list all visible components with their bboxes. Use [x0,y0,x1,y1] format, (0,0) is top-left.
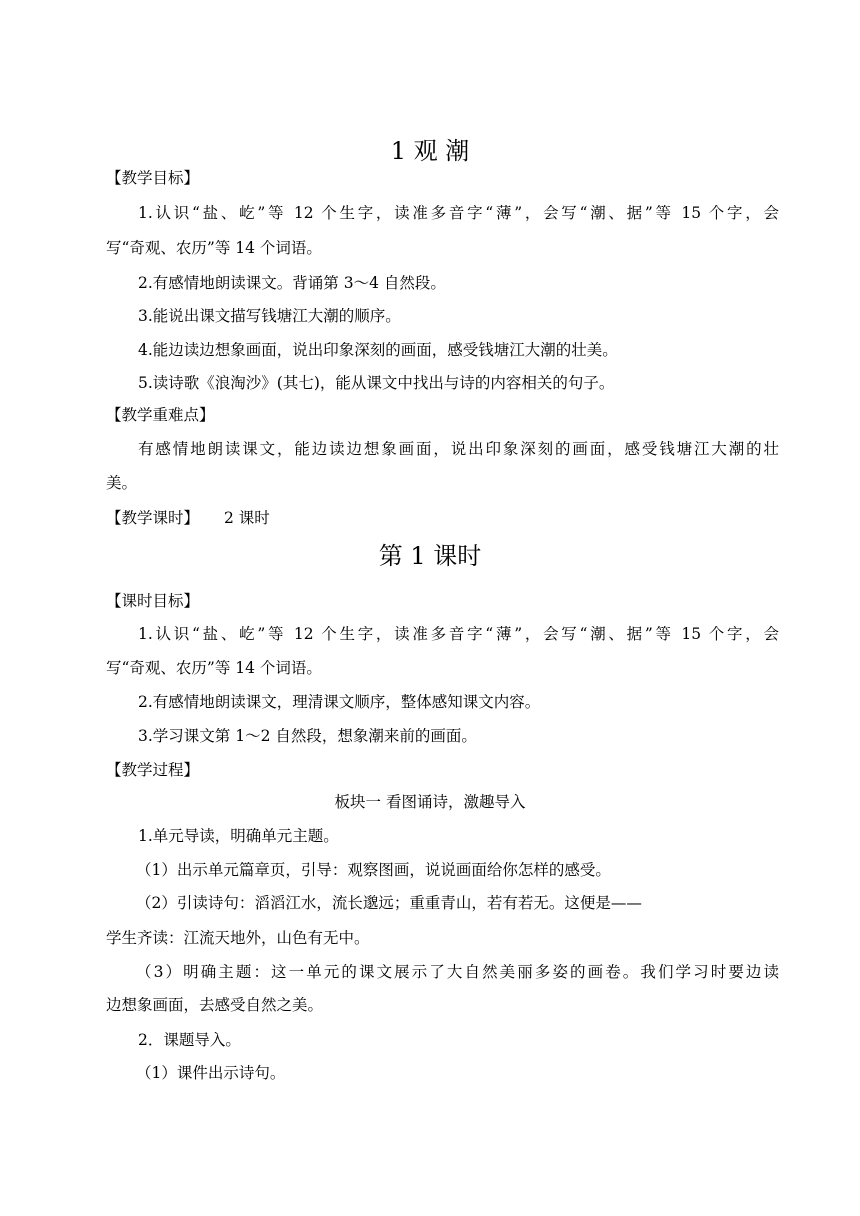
class-hours-value: 2 课时 [224,509,270,527]
teaching-goal-2: 2.有感情地朗读课文。背诵第 3～4 自然段。 [138,274,446,292]
process-step-1-1: （1）出示单元篇章页，引导：观察图画，说说画面给你怎样的感受。 [136,861,611,879]
class-hours-heading: 【教学课时】 [106,509,200,527]
teaching-goal-4: 4.能边读边想象画面，说出印象深刻的画面，感受钱塘江大潮的壮美。 [138,341,618,359]
process-step-1-3-line-1: （3）明确主题：这一单元的课文展示了大自然美丽多姿的画卷。我们学习时要边读 [136,963,779,981]
student-read: 学生齐读：江流天地外，山色有无中。 [106,929,370,947]
teaching-goal-1-line-2: 写“奇观、农历”等 14 个词语。 [106,239,322,257]
process-step-1-3-line-2: 边想象画面，去感受自然之美。 [106,996,324,1014]
process-step-2: 2．课题导入。 [138,1031,241,1049]
key-points-heading: 【教学重难点】 [106,406,215,424]
period-title: 第 1 课时 [378,542,482,570]
process-step-1-2: （2）引读诗句：滔滔江水，流长邈远；重重青山，若有若无。这便是—— [136,894,642,912]
period-goal-1-line-2: 写“奇观、农历”等 14 个词语。 [106,659,322,677]
process-heading: 【教学过程】 [106,761,200,779]
key-points-line-2: 美。 [106,474,138,492]
teaching-goal-5: 5.读诗歌《浪淘沙》(其七)，能从课文中找出与诗的内容相关的句子。 [138,374,615,392]
key-points-line-1: 有感情地朗读课文，能边读边想象画面，说出印象深刻的画面，感受钱塘江大潮的壮 [138,440,779,458]
teaching-goals-heading: 【教学目标】 [106,169,200,187]
teaching-goal-3: 3.能说出课文描写钱塘江大潮的顺序。 [138,307,401,325]
teaching-goal-1-line-1: 1.认识“盐、屹”等 12 个生字，读准多音字“薄”，会写“潮、据”等 15 个字，会 [138,204,779,222]
period-goals-heading: 【课时目标】 [106,592,200,610]
process-step-1: 1.单元导读，明确单元主题。 [138,827,339,845]
period-goal-3: 3.学习课文第 1～2 自然段，想象潮来前的画面。 [138,727,477,745]
period-goal-2: 2.有感情地朗读课文，理清课文顺序，整体感知课文内容。 [138,693,541,711]
process-step-2-1: （1）课件出示诗句。 [136,1064,286,1082]
block-title: 板块一 看图诵诗，激趣导入 [334,793,526,811]
lesson-title: 1 观 潮 [390,137,470,165]
period-goal-1-line-1: 1.认识“盐、屹”等 12 个生字，读准多音字“薄”，会写“潮、据”等 15 个字，会 [138,625,779,643]
